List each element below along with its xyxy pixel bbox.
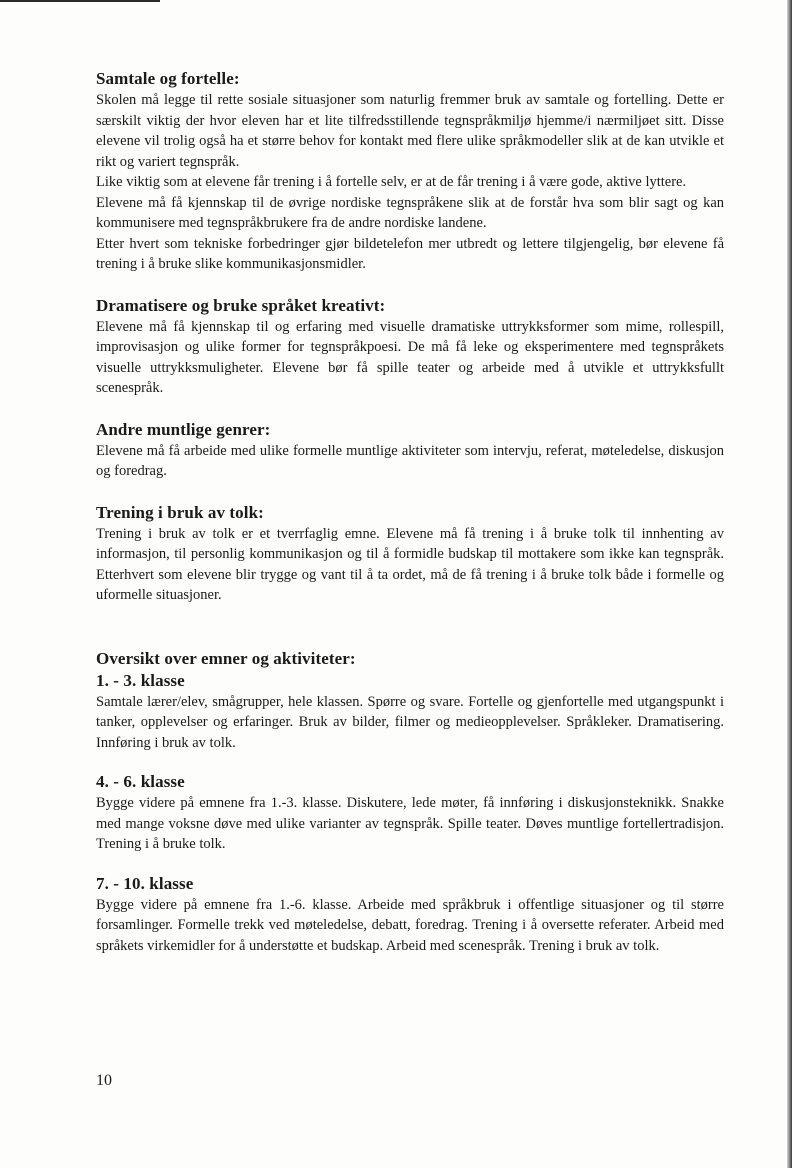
section-samtale-og-fortelle [96,68,724,275]
paragraph: Elevene må få kjennskap til og erfaring med visuelle dramatiske uttrykksformer som mime, rollespill, improvisasjon og ulike former for tegnspråkpoesi. De må få leke og eksperimentere med tegnspråkets visuelle uttrykksmuligheter. Elevene bør få spille teater og arbeide med å utvikle et uttrykksfullt scenespråk. [96,318,724,396]
level-heading: 4. - 6. klasse [96,772,185,791]
section-trening-i-bruk-av-tolk [96,502,724,606]
scan-edge-top [0,0,160,2]
paragraph: Like viktig som at elevene får trening i å fortelle selv, er at de får trening i å være gode, aktive lyttere. [96,174,687,190]
section-heading: Samtale og fortelle: [96,69,240,88]
paragraph: Elevene må få kjennskap til de øvrige nordiske tegnspråkene slik at de forstår hva som blir sagt og kan kommunisere med tegnspråkbrukere fra de andre nordiske landene. [96,194,724,231]
level-heading: 7. - 10. klasse [96,873,194,893]
page-number: 10 [96,1072,112,1089]
level-1-3 [96,670,724,754]
section-heading: Trening i bruk av tolk: [96,502,264,522]
level-heading: 1. - 3. klasse [96,670,185,690]
section-andre-muntlige-genrer [96,419,724,482]
section-heading: Andre muntlige genrer: [96,419,271,439]
section-oversikt [96,648,724,957]
level-7-10 [96,873,724,957]
scan-edge-right [787,0,792,1168]
paragraph: Trening i bruk av tolk er et tverrfaglig emne. Elevene må få trening i å bruke tolk til innhenting av informasjon, til personlig kommunikasjon og til å formidle budskap til mottakere som ikke kan tegnspråk. Etterhvert som elevene blir trygge og vant til å ta ordet, må de få trening i å bruke tolk både i formelle og uformelle situasjoner. [96,525,724,603]
level-4-6 [96,771,724,855]
paragraph: Bygge videre på emnene fra 1.-6. klasse. Arbeide med språkbruk i offentlige situasjoner og til større forsamlinger. Formelle trekk ved møteledelse, debatt, foredrag. Trening i å oversette referater. Arbeid med språkets virkemidler for å understøtte et budskap. Arbeid med scenespråk. Trening i bruk av tolk. [96,896,724,954]
paragraph: Elevene må få arbeide med ulike formelle muntlige aktiviteter som intervju, referat, møteledelse, diskusjon og foredrag. [96,442,724,479]
paragraph: Skolen må legge til rette sosiale situasjoner som naturlig fremmer bruk av samtale og fortelling. Dette er særskilt viktig der hvor eleven har et lite tilfredsstillende tegnspråkmiljø hjemme/i nærmiljøet sitt. Disse elevene vil trolig også ha et større behov for kontakt med flere ulike språkmodeller slik at de kan utvikle et rikt og variert tegnspråk. [96,92,724,170]
section-heading: Dramatisere og bruke språket kreativt: [96,295,386,315]
section-dramatisere [96,295,724,399]
paragraph: Samtale lærer/elev, smågrupper, hele klassen. Spørre og svare. Fortelle og gjenfortelle med utgangspunkt i tanker, opplevelser og erfaringer. Bruk av bilder, filmer og medieopplevelser. Språkleker. Dramatisering. Innføring i bruk av tolk. [96,693,724,751]
paragraph: Etter hvert som tekniske forbedringer gjør bildetelefon mer utbredt og lettere tilgjengelig, bør elevene få trening i å bruke slike kommunikasjonsmidler. [96,235,724,272]
section-heading: Oversikt over emner og aktiviteter: [96,648,356,668]
document-page [96,68,724,956]
paragraph: Bygge videre på emnene fra 1.-3. klasse. Diskutere, lede møter, få innføring i diskusjonsteknikk. Snakke med mange voksne døve med ulike varianter av tegnspråk. Spille teater. Døves muntlige fortellertradisjon. Trening i å bruke tolk. [96,795,724,852]
